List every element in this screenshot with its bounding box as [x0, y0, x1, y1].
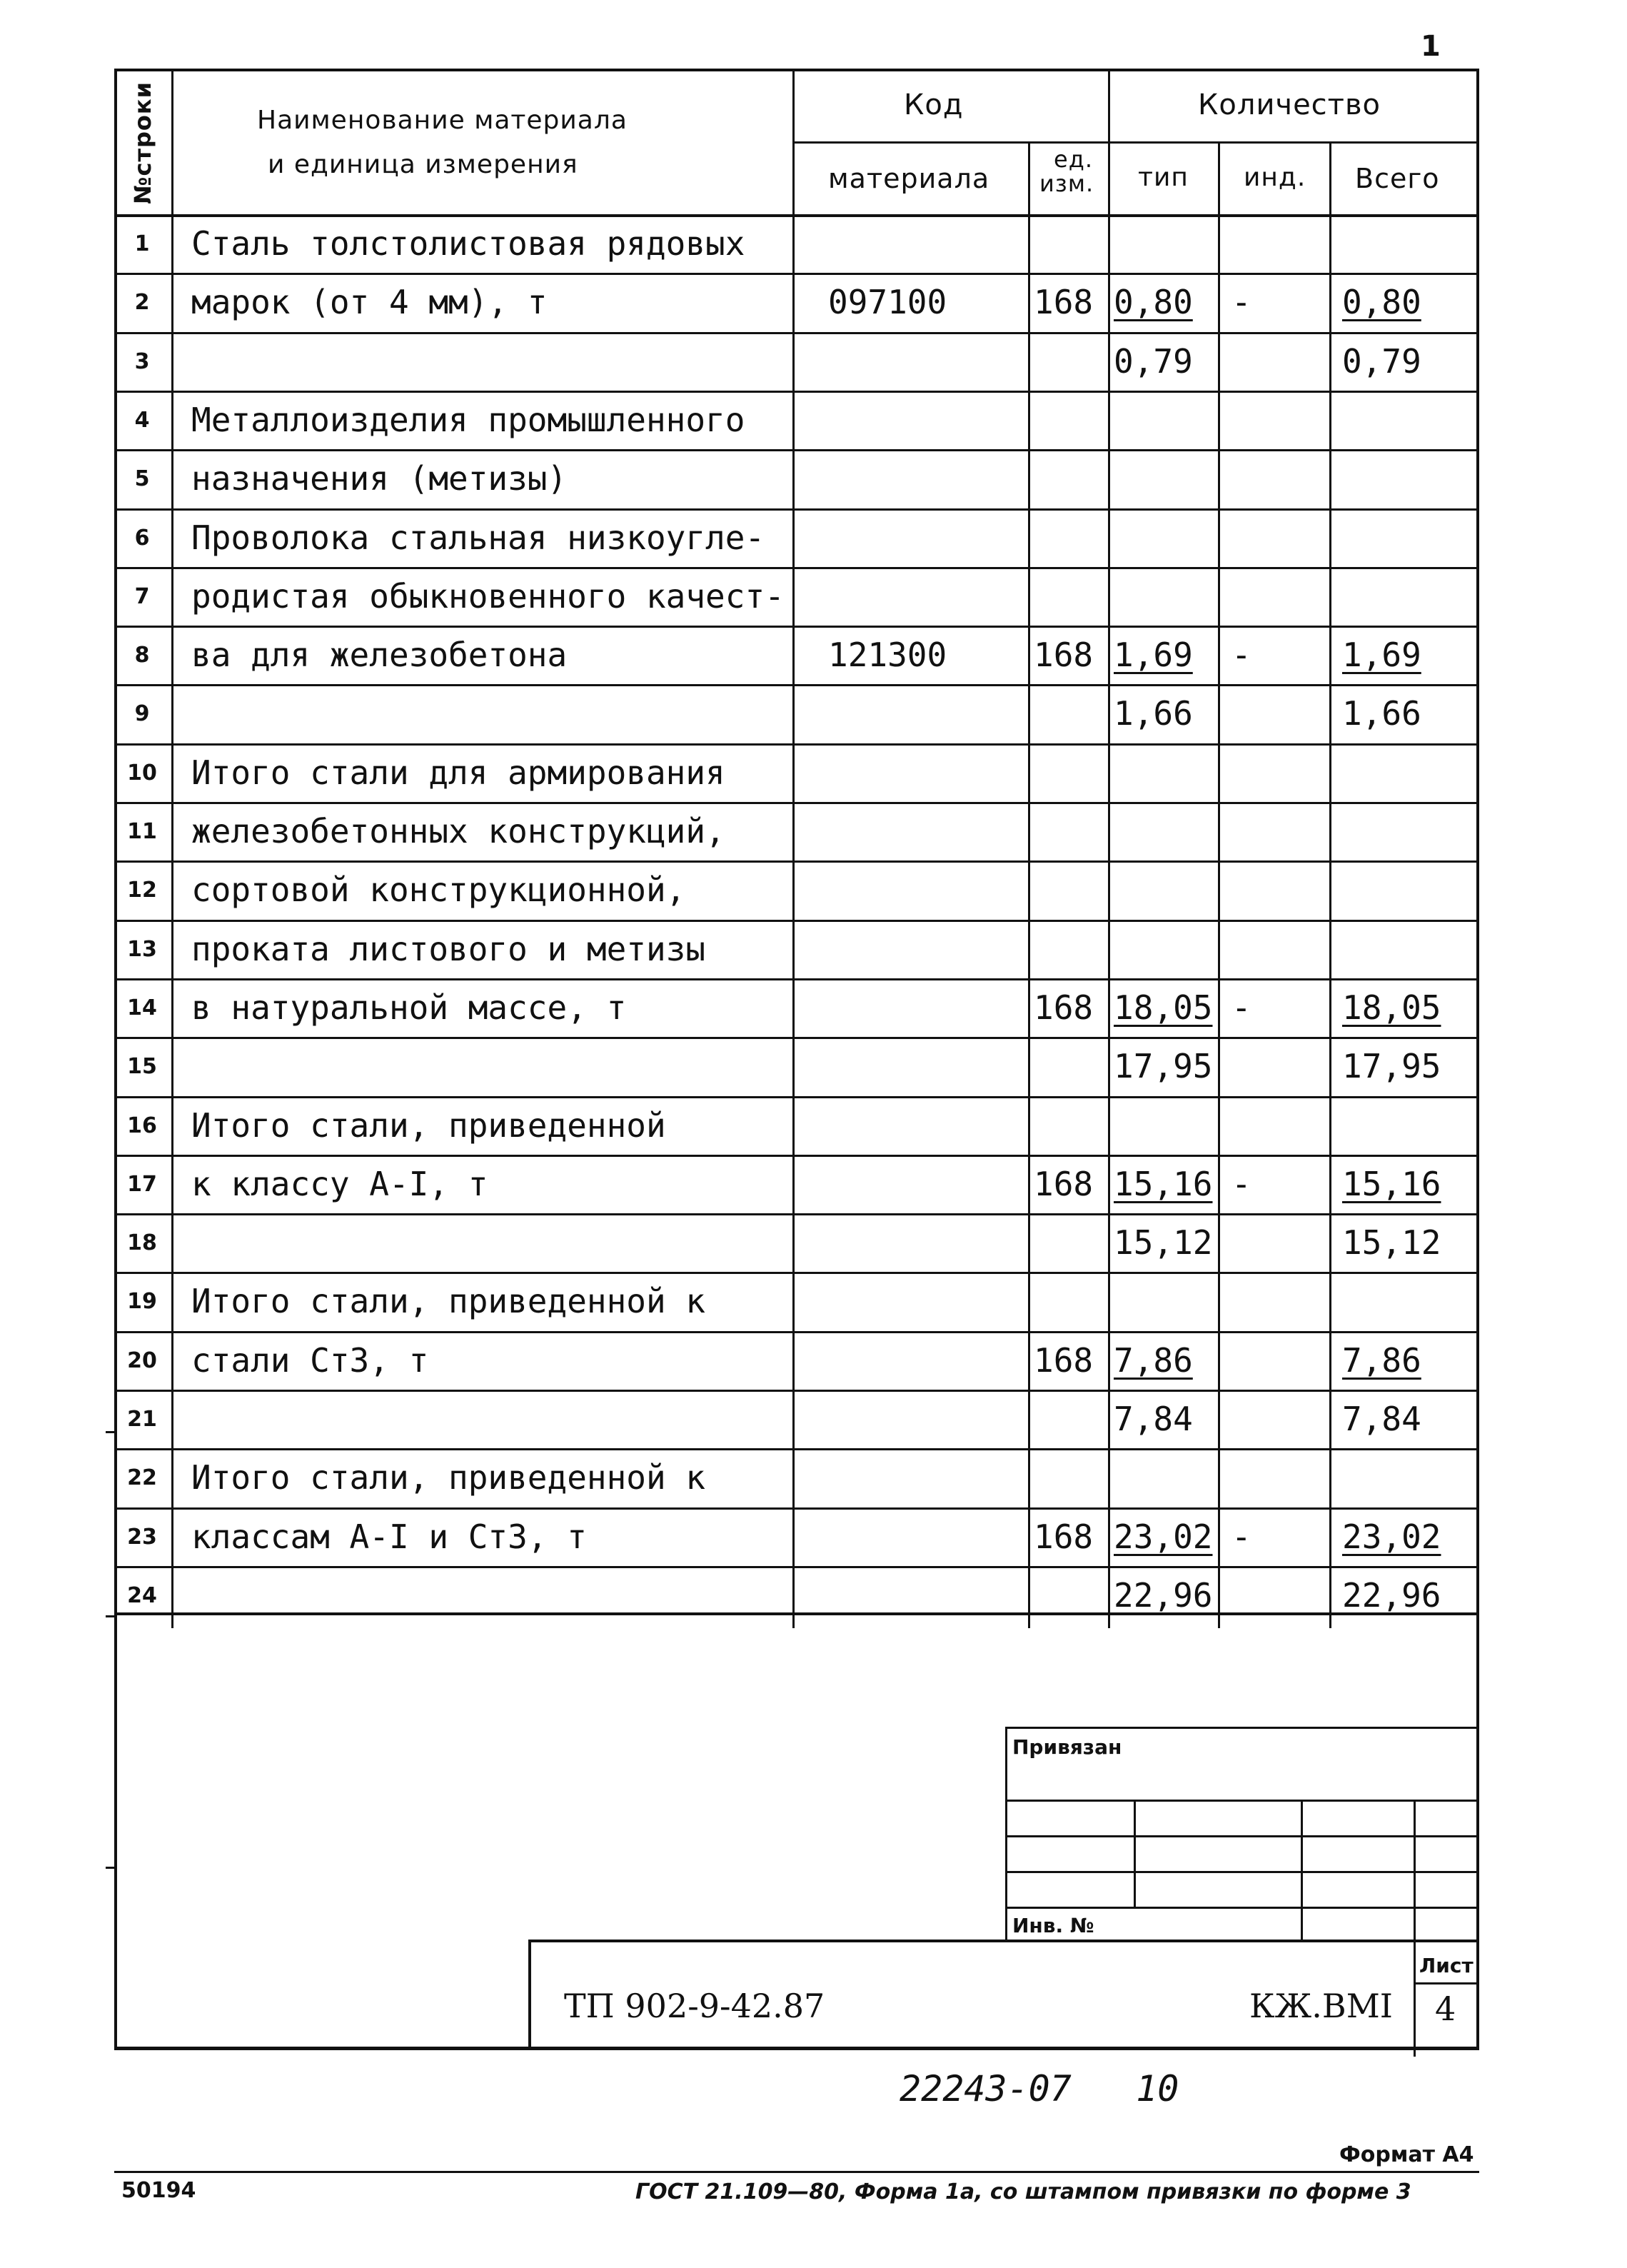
header-unit-line1: ед. — [1054, 146, 1093, 173]
cell-name: Проволока стальная низкоугле- — [191, 518, 765, 557]
cell-name: классам А-I и Ст3, т — [191, 1517, 587, 1556]
cell-name: стали Ст3, т — [191, 1341, 429, 1380]
row-divider — [114, 567, 1479, 569]
margin-tick — [106, 1867, 117, 1869]
row-number: 7 — [134, 584, 150, 609]
cell-typ: 17,95 — [1114, 1047, 1213, 1085]
row-divider — [114, 508, 1479, 511]
row-divider — [114, 391, 1479, 393]
cell-typ: 18,05 — [1114, 988, 1213, 1027]
header-quantity: Количество — [1198, 89, 1381, 121]
row-divider — [114, 802, 1479, 804]
row-divider — [114, 1272, 1479, 1274]
cell-code: 121300 — [828, 636, 947, 674]
margin-tick — [106, 1431, 117, 1433]
header-unit-line2: изм. — [1039, 170, 1094, 197]
cell-total: 1,66 — [1342, 694, 1421, 733]
cell-name: Итого стали для армирования — [191, 753, 725, 792]
row-number: 23 — [127, 1525, 157, 1550]
row-number: 9 — [134, 701, 150, 726]
cell-typ: 7,86 — [1114, 1341, 1193, 1380]
row-divider — [114, 978, 1479, 980]
cell-typ: 0,79 — [1114, 342, 1193, 381]
row-number: 19 — [127, 1289, 157, 1314]
header-code-material: материала — [828, 163, 990, 194]
cell-name: марок (от 4 мм), т — [191, 283, 548, 321]
cell-ind: - — [1231, 636, 1251, 674]
cell-name: назначения (метизы) — [191, 459, 568, 498]
cell-name: железобетонных конструкций, — [191, 812, 725, 850]
cell-total: 22,96 — [1342, 1576, 1441, 1615]
cell-total: 15,12 — [1342, 1223, 1441, 1262]
cell-name: к классу А-I, т — [191, 1165, 488, 1203]
row-divider — [114, 1096, 1479, 1098]
row-divider — [114, 1507, 1479, 1510]
cell-total: 0,79 — [1342, 342, 1421, 381]
cell-typ: 0,80 — [1114, 283, 1193, 321]
cell-ind: - — [1231, 1517, 1251, 1556]
row-number: 3 — [134, 349, 150, 374]
cell-name: Итого стали, приведенной к — [191, 1282, 706, 1320]
row-divider — [114, 332, 1479, 334]
cell-typ: 1,69 — [1114, 636, 1193, 674]
archive-number: 22243-07 10 — [900, 2068, 1179, 2109]
cell-name: проката листового и метизы — [191, 930, 706, 968]
row-number: 10 — [127, 761, 157, 786]
cell-unit: 168 — [1034, 283, 1094, 321]
row-divider — [114, 1331, 1479, 1333]
cell-ind: - — [1231, 1165, 1251, 1203]
cell-name: Металлоизделия промышленного — [191, 401, 745, 439]
row-number: 11 — [127, 819, 157, 844]
cell-total: 15,16 — [1342, 1165, 1441, 1203]
cell-total: 23,02 — [1342, 1517, 1441, 1556]
row-number: 12 — [127, 878, 157, 903]
cell-code: 097100 — [828, 283, 947, 321]
cell-name: в натуральной массе, т — [191, 988, 627, 1027]
row-number: 4 — [134, 408, 150, 433]
cell-typ: 1,66 — [1114, 694, 1193, 733]
cell-name: родистая обыкновенного качест- — [191, 577, 785, 616]
header-type: тип — [1138, 163, 1189, 192]
row-divider — [114, 1155, 1479, 1157]
row-number: 24 — [127, 1583, 157, 1608]
cell-name: Сталь толстолистовая рядовых — [191, 224, 745, 263]
row-divider — [114, 1566, 1479, 1568]
header-total: Всего — [1355, 163, 1440, 194]
row-number: 22 — [127, 1465, 157, 1490]
header-name-line2: и единица измерения — [268, 150, 578, 179]
cell-typ: 15,12 — [1114, 1223, 1213, 1262]
row-number: 17 — [127, 1172, 157, 1197]
cell-total: 0,80 — [1342, 283, 1421, 321]
row-number: 1 — [134, 231, 150, 256]
row-number: 15 — [127, 1054, 157, 1079]
row-number: 21 — [127, 1407, 157, 1432]
stamp-bound-label: Привязан — [1012, 1735, 1122, 1759]
row-number: 2 — [134, 290, 150, 315]
cell-ind: - — [1231, 988, 1251, 1027]
stamp-inv-label: Инв. № — [1012, 1914, 1094, 1937]
page-mark: 1 — [1421, 30, 1441, 63]
row-divider — [114, 920, 1479, 922]
row-divider — [114, 1213, 1479, 1215]
row-number: 16 — [127, 1113, 157, 1138]
cell-name: сортовой конструкционной, — [191, 870, 686, 909]
cell-typ: 15,16 — [1114, 1165, 1213, 1203]
cell-unit: 168 — [1034, 988, 1094, 1027]
cell-total: 7,84 — [1342, 1400, 1421, 1438]
sheet-label: Лист — [1419, 1954, 1474, 1977]
row-number: 8 — [134, 643, 150, 668]
footer-left-code: 50194 — [121, 2178, 196, 2203]
row-divider — [114, 1448, 1479, 1450]
cell-unit: 168 — [1034, 636, 1094, 674]
cell-ind: - — [1231, 283, 1251, 321]
cell-total: 7,86 — [1342, 1341, 1421, 1380]
row-divider — [114, 626, 1479, 628]
row-number: 20 — [127, 1348, 157, 1373]
format-label: Формат А4 — [1339, 2142, 1474, 2167]
row-divider — [114, 1390, 1479, 1392]
row-number: 6 — [134, 526, 150, 551]
row-number: 5 — [134, 466, 150, 491]
cell-typ: 22,96 — [1114, 1576, 1213, 1615]
cell-unit: 168 — [1034, 1517, 1094, 1556]
cell-typ: 7,84 — [1114, 1400, 1193, 1438]
sheet-number: 4 — [1435, 1989, 1456, 2028]
row-divider — [114, 743, 1479, 746]
row-divider — [114, 1037, 1479, 1039]
row-divider — [114, 684, 1479, 686]
header-code: Код — [904, 89, 964, 121]
header-name-line1: Наименование материала — [257, 106, 628, 135]
section-code: КЖ.ВМI — [1249, 1987, 1393, 2025]
cell-name: ва для железобетона — [191, 636, 568, 674]
cell-total: 1,69 — [1342, 636, 1421, 674]
cell-name: Итого стали, приведенной к — [191, 1458, 706, 1497]
row-number: 14 — [127, 995, 157, 1020]
cell-unit: 168 — [1034, 1165, 1094, 1203]
row-divider — [114, 273, 1479, 275]
header-row-no: №строки — [129, 81, 156, 205]
doc-code: ТП 902-9-42.87 — [564, 1987, 825, 2025]
cell-total: 18,05 — [1342, 988, 1441, 1027]
cell-total: 17,95 — [1342, 1047, 1441, 1085]
cell-name: Итого стали, приведенной — [191, 1106, 666, 1145]
gost-note: ГОСТ 21.109—80, Форма 1а, со штампом привязки по форме 3 — [635, 2179, 1411, 2204]
cell-unit: 168 — [1034, 1341, 1094, 1380]
row-number: 13 — [127, 937, 157, 962]
row-divider — [114, 449, 1479, 451]
margin-tick — [106, 1615, 117, 1617]
row-number: 18 — [127, 1230, 157, 1255]
header-ind: инд. — [1244, 163, 1306, 192]
row-divider — [114, 860, 1479, 863]
cell-typ: 23,02 — [1114, 1517, 1213, 1556]
